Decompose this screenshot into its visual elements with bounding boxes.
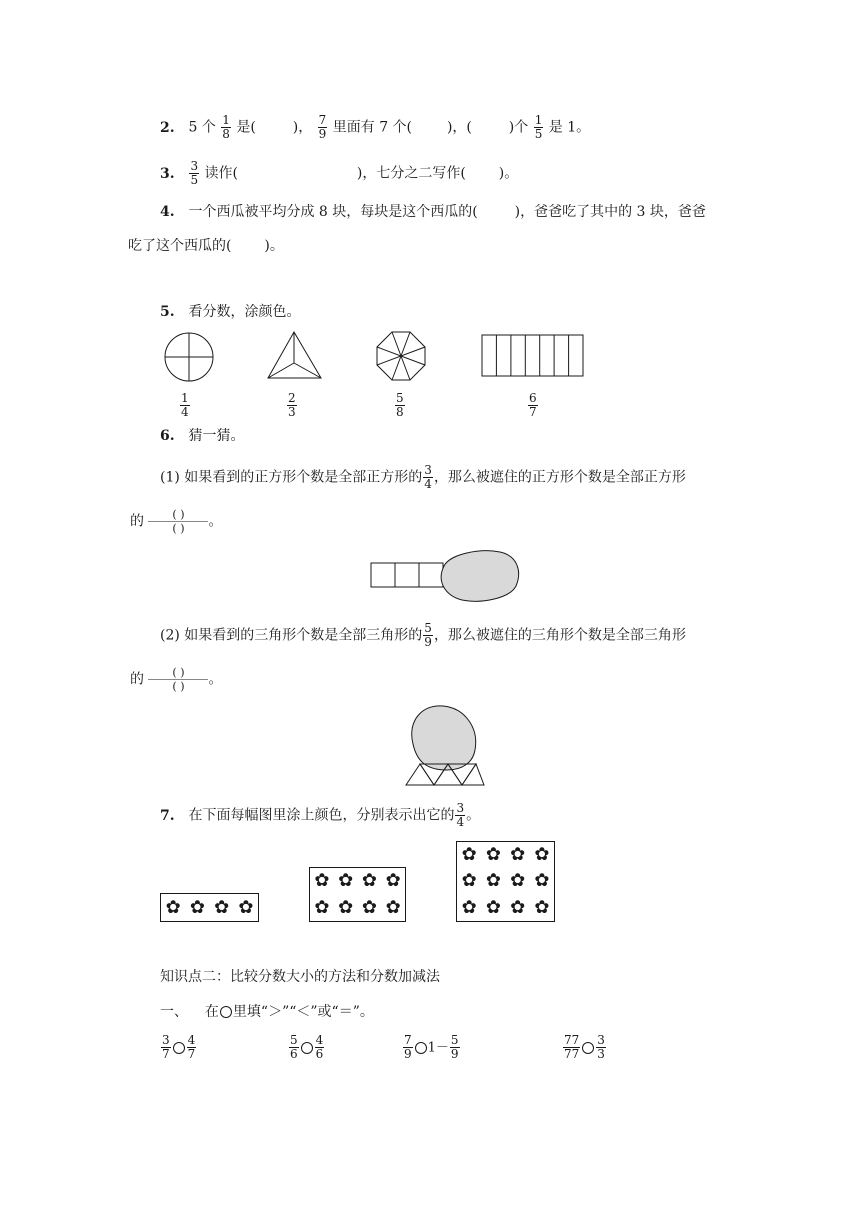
- sub-label: (1): [160, 469, 180, 486]
- text: 的: [130, 671, 144, 688]
- text: 里面有 7 个(: [332, 119, 413, 136]
- fraction: $\frac{3}{4}$: [424, 463, 432, 491]
- text: 。: [466, 807, 481, 824]
- text: 猜一猜。: [188, 428, 245, 444]
- flower-icon: ✿: [485, 870, 501, 892]
- text: 是(: [236, 119, 256, 136]
- question-number: 2.: [160, 119, 175, 136]
- flower-icon: ✿: [510, 896, 526, 918]
- fraction: $\frac{3}{5}$: [190, 159, 199, 187]
- question-5: [160, 302, 300, 322]
- part-label: 一、: [160, 1004, 188, 1020]
- question-2: [160, 114, 590, 141]
- fraction-label-1-4: $\frac{1}{4}$: [181, 391, 189, 419]
- flower-icon: ✿: [534, 896, 550, 918]
- question-6-1-line1: [160, 464, 686, 491]
- flower-icon: ✿: [338, 896, 354, 918]
- comparison-circle-input[interactable]: [582, 1042, 594, 1054]
- text: ，那么被遮住的三角形个数是全部三角: [433, 627, 672, 644]
- comparison-circle-input[interactable]: [415, 1042, 427, 1054]
- text: 是 1。: [548, 119, 591, 136]
- circle-icon: [220, 1006, 232, 1018]
- fraction: $\frac{7}{9}$: [318, 113, 327, 141]
- section-title: 知识点二：比较分数大小的方法和分数加减法: [160, 969, 440, 985]
- flower-icon: ✿: [485, 844, 501, 866]
- text: )，爸爸吃了其中的 3 块，爸爸: [514, 204, 706, 220]
- flower-icon: ✿: [314, 870, 330, 892]
- question-number: 3.: [160, 165, 175, 182]
- flower-icon: ✿: [314, 896, 330, 918]
- comparison-2: $\frac{5}{6}$ $\frac{4}{6}$: [290, 1033, 324, 1061]
- flower-icon: ✿: [461, 896, 477, 918]
- fraction-label-6-7: $\frac{6}{7}$: [529, 391, 537, 419]
- question-number: 4.: [160, 204, 175, 220]
- flower-icon: ✿: [238, 896, 254, 918]
- text: 。: [208, 513, 223, 530]
- question-number: 7.: [160, 807, 175, 824]
- flower-icon: ✿: [510, 870, 526, 892]
- text: )，七分之二写作(: [356, 165, 466, 182]
- question-6-2-line2: [130, 666, 222, 693]
- flower-icon: ✿: [461, 870, 477, 892]
- question-4-line1: [160, 202, 706, 222]
- text: )。: [264, 238, 284, 254]
- text: 吃了这个西瓜的(: [128, 238, 232, 254]
- text: 看分数，涂颜色。: [188, 304, 301, 320]
- text: 读作(: [204, 165, 239, 182]
- text: )个: [508, 119, 529, 136]
- rectangle-sevenths-shape[interactable]: [481, 334, 585, 378]
- question-6-1-line2: [130, 508, 222, 535]
- question-3: [160, 160, 518, 187]
- triangle-thirds-shape[interactable]: [266, 330, 324, 380]
- flower-icon: ✿: [361, 870, 377, 892]
- text: )，(: [446, 119, 472, 136]
- comparison-circle-input[interactable]: [173, 1042, 185, 1054]
- answer-fraction-blank[interactable]: $\frac{( )}{( )}$: [148, 508, 208, 535]
- flower-icon: ✿: [189, 896, 205, 918]
- text: 如果看到的三角形个数是全部三角形的: [184, 627, 423, 644]
- question-number: 5.: [160, 304, 175, 320]
- text: 一个西瓜被平均分成 8 块，每块是这个西瓜的(: [188, 204, 478, 220]
- triangles-with-blob-figure: [403, 700, 487, 788]
- flower-box-8[interactable]: [309, 867, 406, 922]
- text: 的: [130, 513, 144, 530]
- flower-icon: ✿: [485, 896, 501, 918]
- text: ，那么被遮住的正方形个数是全部正方形: [433, 469, 686, 486]
- comparison-3: $\frac{7}{9}$ 1－ $\frac{5}{9}$: [404, 1033, 459, 1061]
- flower-icon: ✿: [534, 844, 550, 866]
- flower-icon: ✿: [385, 870, 401, 892]
- text: 在: [204, 1004, 219, 1020]
- question-6-2-line1: [160, 622, 686, 649]
- fraction: $\frac{1}{8}$: [222, 113, 230, 141]
- text: 里填“＞”“＜”或“＝”。: [232, 1004, 374, 1020]
- flower-icon: ✿: [361, 896, 377, 918]
- answer-fraction-blank[interactable]: $\frac{( )}{( )}$: [148, 666, 208, 693]
- comparison-4: $\frac{77}{77}$ $\frac{3}{3}$: [564, 1033, 605, 1061]
- text: )，: [292, 119, 313, 136]
- fraction-label-2-3: $\frac{2}{3}$: [288, 391, 296, 419]
- sub-label: (2): [160, 627, 180, 644]
- flower-icon: ✿: [385, 896, 401, 918]
- fraction: $\frac{1}{5}$: [534, 113, 543, 141]
- text: 。: [208, 671, 223, 688]
- text: 如果看到的正方形个数是全部正方形的: [184, 469, 423, 486]
- text: 形: [671, 627, 686, 644]
- comparison-circle-input[interactable]: [301, 1042, 313, 1054]
- flower-icon: ✿: [214, 896, 230, 918]
- octagon-eighths-shape[interactable]: [375, 330, 427, 382]
- text: 在下面每幅图里涂上颜色，分别表示出它的: [188, 807, 455, 824]
- fraction: $\frac{3}{4}$: [456, 801, 465, 829]
- squares-with-blob-figure: [370, 546, 522, 604]
- question-7: [160, 802, 480, 829]
- flower-box-4[interactable]: [160, 893, 259, 922]
- flower-icon: ✿: [510, 844, 526, 866]
- text: )。: [498, 165, 519, 182]
- flower-box-12[interactable]: [456, 841, 555, 922]
- comparison-1: $\frac{3}{7}$ $\frac{4}{7}$: [162, 1033, 196, 1061]
- flower-icon: ✿: [534, 870, 550, 892]
- text: 5 个: [188, 119, 216, 136]
- question-number: 6.: [160, 428, 175, 444]
- flower-icon: ✿: [461, 844, 477, 866]
- circle-quarters-shape[interactable]: [158, 332, 222, 382]
- fraction: $\frac{5}{9}$: [424, 621, 432, 649]
- question-4-line2: [128, 236, 284, 256]
- part-1-instruction: [160, 1002, 374, 1022]
- question-6: [160, 426, 244, 446]
- flower-icon: ✿: [165, 896, 181, 918]
- flower-icon: ✿: [338, 870, 354, 892]
- fraction-label-5-8: $\frac{5}{8}$: [396, 391, 404, 419]
